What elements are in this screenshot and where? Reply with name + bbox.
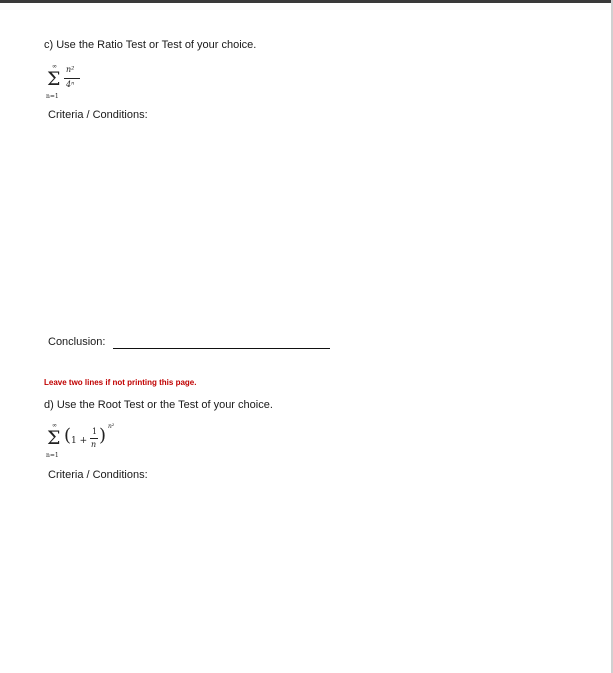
- page-top-border: [0, 0, 613, 3]
- part-c-conclusion-label: Conclusion:: [48, 336, 106, 348]
- part-d-exponent: n²: [108, 423, 115, 430]
- part-d-one-plus: 1 +: [71, 436, 88, 446]
- part-c-sigma-symbol: Σ: [47, 68, 61, 90]
- part-c-sum-lower-limit: n=1: [46, 93, 59, 100]
- part-d-prompt: d) Use the Root Test or the Test of your choice.: [44, 399, 273, 411]
- part-d-criteria-label: Criteria / Conditions:: [48, 469, 148, 481]
- part-d-numerator: 1: [92, 427, 98, 436]
- part-c-criteria-label: Criteria / Conditions:: [48, 109, 148, 121]
- part-c-fraction-bar: [64, 78, 80, 79]
- part-c-denominator: 4ⁿ: [66, 80, 75, 89]
- print-note: Leave two lines if not printing this page.: [44, 378, 197, 387]
- part-c-sum-upper-limit: ∞: [52, 63, 57, 70]
- part-d-close-paren: ): [99, 425, 107, 446]
- part-d-open-paren: (: [64, 425, 72, 446]
- part-d-sum-lower-limit: n=1: [46, 452, 59, 459]
- part-d-fraction-bar: [90, 438, 98, 439]
- part-d-sigma-symbol: Σ: [47, 427, 61, 449]
- part-c-prompt: c) Use the Ratio Test or Test of your choice.: [44, 39, 257, 51]
- part-c-numerator: n²: [66, 65, 75, 74]
- conclusion-answer-line: [113, 348, 330, 349]
- part-d-sum-upper-limit: ∞: [52, 422, 57, 429]
- part-d-denominator: n: [91, 440, 97, 449]
